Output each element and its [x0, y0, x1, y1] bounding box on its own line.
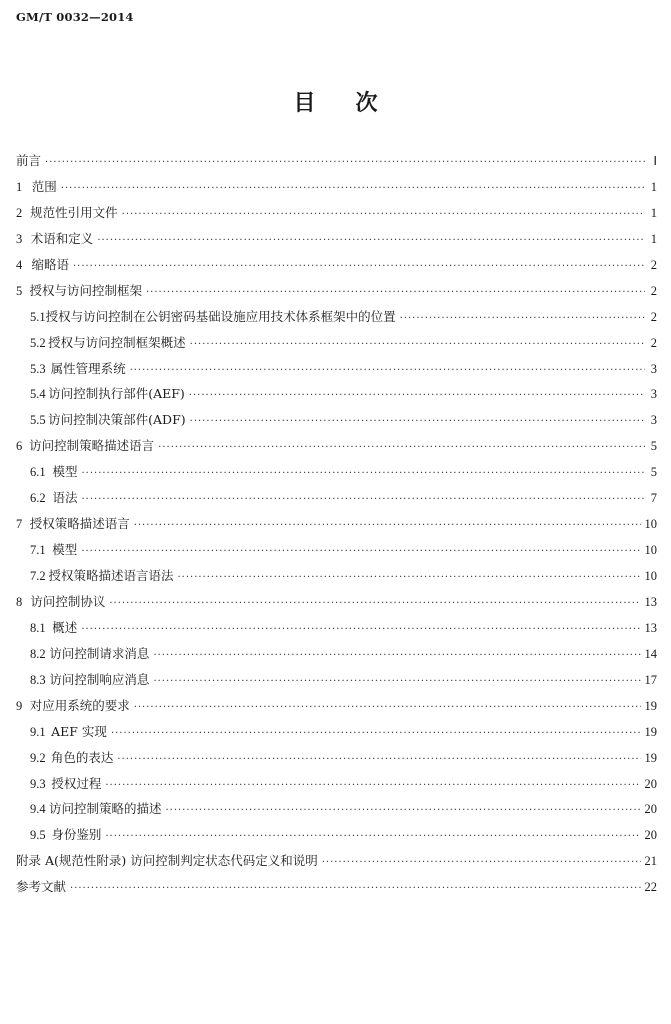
toc-entry-page: 19: [644, 698, 657, 713]
toc-entry-label: AEF 实现: [51, 723, 107, 739]
dot-leader: [177, 572, 640, 583]
toc-entry-number: 6.1: [30, 465, 46, 480]
dot-leader: [81, 546, 640, 557]
toc-entry-label: 附录 A(规范性附录) 访问控制判定状态代码定义和说明: [16, 853, 318, 869]
toc-entry-number: 6: [16, 439, 23, 454]
toc-entry-page: 2: [650, 335, 657, 350]
toc-entry[interactable]: [16, 799, 657, 825]
toc-entry-page: 19: [644, 750, 657, 765]
toc-entry-label: 对应用系统的要求: [29, 697, 130, 713]
toc-entry-number: 8: [16, 594, 23, 609]
dot-leader: [153, 676, 640, 687]
toc-entry-page: 2: [650, 283, 657, 298]
toc-entry-label: 授权策略描述语言语法: [48, 568, 174, 583]
toc-entry-page: 1: [650, 205, 657, 220]
toc-entry-label: 授权与访问控制框架: [29, 282, 142, 298]
toc-entry-number: 9: [16, 698, 23, 713]
toc-entry[interactable]: [16, 618, 657, 644]
toc-entry-page: 22: [644, 880, 657, 895]
toc-entry-number: 9.2: [30, 750, 46, 765]
toc-entry-number: 4: [16, 257, 23, 272]
page-title: 目次: [293, 91, 418, 116]
dot-leader: [146, 287, 645, 298]
toc-entry-page: 10: [644, 517, 657, 532]
dot-leader: [45, 157, 645, 168]
dot-leader: [134, 702, 641, 713]
toc-entry-label: 访问控制策略描述语言: [29, 438, 155, 454]
toc-entry-page: 5: [650, 465, 657, 480]
toc-entry[interactable]: [16, 177, 657, 203]
toc-entry[interactable]: [16, 670, 657, 696]
toc-entry[interactable]: [16, 644, 657, 670]
toc-entry-number: 9.1: [30, 724, 46, 739]
table-of-contents: [16, 151, 657, 903]
toc-entry[interactable]: [16, 514, 657, 540]
dot-leader: [81, 624, 640, 635]
toc-entry-number: 2: [16, 205, 23, 220]
toc-entry-page: 1: [650, 231, 657, 246]
toc-entry-label: 角色的表达: [50, 749, 114, 765]
dot-leader: [153, 650, 640, 661]
dot-leader: [105, 831, 640, 842]
dot-leader: [189, 390, 645, 401]
toc-entry[interactable]: [16, 566, 657, 592]
toc-entry-label: 术语和定义: [30, 230, 94, 246]
toc-entry[interactable]: [16, 436, 657, 462]
toc-entry-label: 访问控制请求消息: [49, 645, 150, 661]
toc-entry-number: 5.3: [30, 361, 46, 376]
toc-entry-page: 1: [650, 179, 657, 194]
toc-entry-label: 规范性引用文件: [30, 204, 118, 220]
dot-leader: [81, 494, 645, 505]
dot-leader: [158, 442, 645, 453]
toc-entry-number: 7: [16, 517, 23, 532]
toc-entry-number: 5.5: [30, 413, 46, 428]
toc-entry-number: 5.4: [30, 387, 46, 402]
toc-entry-label: 授权策略描述语言: [29, 516, 130, 532]
toc-entry-number: 1: [16, 179, 23, 194]
toc-entry-page: 3: [650, 387, 657, 402]
toc-entry-label: 授权过程: [51, 775, 102, 791]
toc-entry-number: 8.1: [30, 620, 46, 635]
toc-entry-label: 范围: [31, 178, 57, 194]
dot-leader: [109, 598, 640, 609]
toc-entry-number: 5.1: [30, 309, 46, 324]
toc-entry-page: 2: [650, 309, 657, 324]
toc-entry[interactable]: [16, 410, 657, 436]
toc-entry-label: 概述: [52, 619, 78, 635]
dot-leader: [165, 805, 640, 816]
toc-entry[interactable]: [16, 151, 657, 177]
toc-entry-page: 10: [644, 543, 657, 558]
toc-entry[interactable]: [16, 696, 657, 722]
toc-entry-page: 17: [644, 672, 657, 687]
toc-entry-label: 授权与访问控制在公钥密码基础设施应用技术体系框架中的位置: [45, 308, 396, 324]
dot-leader: [97, 235, 645, 246]
toc-entry[interactable]: [16, 722, 657, 748]
toc-entry-page: 14: [644, 646, 657, 661]
toc-entry[interactable]: [16, 877, 657, 903]
toc-entry-page: 13: [644, 594, 657, 609]
dot-leader: [190, 339, 645, 350]
toc-entry-number: 5: [16, 283, 23, 298]
dot-leader: [111, 728, 641, 739]
toc-entry-label: 模型: [52, 542, 78, 558]
toc-entry[interactable]: [16, 462, 657, 488]
toc-entry-page: 13: [644, 620, 657, 635]
dot-leader: [81, 468, 645, 479]
toc-entry[interactable]: [16, 359, 657, 385]
toc-entry[interactable]: [16, 229, 657, 255]
toc-entry-label: 访问控制响应消息: [49, 671, 150, 687]
toc-entry[interactable]: [16, 333, 657, 359]
toc-entry-page: 10: [644, 569, 657, 583]
dot-leader: [70, 883, 640, 894]
toc-entry[interactable]: [16, 255, 657, 281]
toc-entry[interactable]: [16, 825, 657, 851]
toc-entry-number: 6.2: [30, 491, 46, 506]
toc-entry-number: 5.2: [30, 335, 46, 350]
dot-leader: [61, 183, 645, 194]
toc-entry-label: 访问控制协议: [30, 593, 106, 609]
toc-entry-label: 身份鉴别: [51, 827, 102, 843]
toc-entry[interactable]: [16, 203, 657, 229]
dot-leader: [190, 416, 645, 427]
toc-entry-page: 3: [650, 361, 657, 376]
dot-leader: [73, 261, 645, 272]
toc-entry[interactable]: [16, 307, 657, 333]
toc-entry[interactable]: [16, 774, 657, 800]
toc-entry[interactable]: [16, 540, 657, 566]
toc-entry-page: 20: [644, 802, 657, 817]
toc-entry-number: 9.5: [30, 828, 46, 843]
toc-entry-label: 参考文献: [16, 879, 67, 895]
toc-entry-page: Ⅰ: [653, 154, 657, 168]
toc-entry-number: 9.3: [30, 776, 46, 791]
toc-entry-page: 19: [644, 724, 657, 739]
standard-number: GM/T 0032—2014: [16, 10, 134, 24]
toc-entry-label: 模型: [52, 464, 78, 480]
toc-entry-number: 7.1: [30, 543, 46, 558]
toc-entry-number: 8.2: [30, 646, 46, 661]
toc-entry-number: 9.4: [30, 802, 46, 817]
dot-leader: [105, 780, 640, 791]
toc-entry-page: 3: [650, 413, 657, 428]
toc-entry-page: 20: [644, 776, 657, 791]
dot-leader: [130, 365, 645, 376]
toc-entry[interactable]: [16, 281, 657, 307]
toc-entry[interactable]: [16, 748, 657, 774]
toc-entry-label: 语法: [52, 490, 78, 506]
toc-entry-page: 21: [644, 854, 657, 869]
toc-entry-label: 授权与访问控制框架概述: [48, 334, 186, 350]
toc-entry-label: 属性管理系统: [50, 360, 126, 376]
toc-entry-number: 7.2: [30, 569, 46, 583]
toc-entry-number: 3: [16, 231, 23, 246]
toc-entry-number: 8.3: [30, 672, 46, 687]
toc-entry[interactable]: [16, 592, 657, 618]
dot-leader: [134, 520, 641, 531]
toc-entry-label: 前言: [16, 153, 42, 168]
toc-entry-page: 2: [650, 257, 657, 272]
toc-entry-label: 访问控制决策部件(ADF): [48, 412, 186, 428]
dot-leader: [400, 313, 645, 324]
toc-entry-label: 访问控制策略的描述: [48, 801, 162, 817]
toc-entry-label: 访问控制执行部件(AEF): [48, 386, 185, 402]
toc-entry[interactable]: [16, 851, 657, 877]
toc-entry[interactable]: [16, 488, 657, 514]
dot-leader: [122, 209, 645, 220]
toc-entry-page: 7: [650, 491, 657, 506]
toc-entry-page: 20: [644, 828, 657, 843]
dot-leader: [322, 857, 641, 868]
toc-entry[interactable]: [16, 384, 657, 410]
toc-entry-page: 5: [650, 439, 657, 454]
toc-entry-label: 缩略语: [31, 256, 69, 272]
dot-leader: [117, 754, 640, 765]
